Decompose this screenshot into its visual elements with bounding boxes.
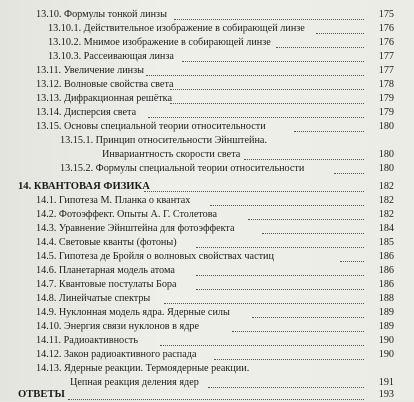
toc-entry-page: 176: [378, 23, 394, 34]
dot-leader: [334, 159, 364, 174]
toc-entry-title: 14.8. Линейчатые спектры: [36, 293, 151, 304]
toc-entry-page: 180: [378, 149, 394, 160]
dot-leader: [182, 47, 364, 62]
dot-leader: [248, 205, 364, 220]
toc-entry-title: 14.12. Закон радиоактивного распада: [36, 349, 197, 360]
toc-entry-page: 179: [378, 107, 394, 118]
dot-leader: [276, 33, 364, 48]
toc-entry-page: 177: [378, 65, 394, 76]
dot-leader: [170, 89, 364, 104]
answers-heading: [0, 388, 414, 402]
toc-entry-title: 13.10.3. Рассеивающая линза: [48, 51, 174, 62]
toc-entry-page: 190: [378, 349, 394, 360]
dot-leader: [148, 103, 364, 118]
toc-entry-title: 13.13. Дифракционная решётка: [36, 93, 172, 104]
toc-entry-title: 14.9. Нуклонная модель ядра. Ядерные силы: [36, 307, 230, 318]
toc-entry-title: 14.4. Световые кванты (фотоны): [36, 237, 177, 248]
dot-leader: [196, 261, 364, 276]
toc-entry-page: 175: [378, 9, 394, 20]
dot-leader: [174, 5, 364, 20]
toc-entry-title: 14. КВАНТОВАЯ ФИЗИКА: [18, 181, 150, 192]
toc-entry-title: 14.13. Ядерные реакции. Термоядерные реакции.: [36, 363, 250, 374]
dot-leader: [294, 117, 364, 132]
toc-entry: [0, 162, 414, 176]
toc-entry-page: 182: [378, 209, 394, 220]
dot-leader: [196, 233, 364, 248]
toc-entry-page: 188: [378, 293, 394, 304]
toc-entry-page: 184: [378, 223, 394, 234]
toc-entry-page: 189: [378, 321, 394, 332]
dot-leader: [340, 247, 364, 262]
toc-entry-page: 182: [378, 181, 394, 192]
toc-entry-title: 13.15. Основы специальной теории относительности: [36, 121, 266, 132]
dot-leader: [244, 145, 364, 160]
toc-entry-title: 14.1. Гипотеза М. Планка о квантах: [36, 195, 191, 206]
toc-entry-title: Цепная реакция деления ядер: [70, 377, 199, 388]
toc-entry-title: 13.14. Дисперсия света: [36, 107, 137, 118]
toc-entry-page: 179: [378, 93, 394, 104]
toc-entry-page: 176: [378, 37, 394, 48]
toc-entry-title: 13.10.1. Действительное изображение в собирающей линзе: [48, 23, 305, 34]
toc-entry-title: 14.2. Фотоэффект. Опыты А. Г. Столетова: [36, 209, 217, 220]
toc-entry-title: 13.12. Волновые свойства света: [36, 79, 174, 90]
toc-entry: [0, 120, 414, 134]
toc-entry-title: 14.5. Гипотеза де Бройля о волновых свойствах частиц: [36, 251, 274, 262]
toc-entry-title: Инвариантность скорости света: [102, 149, 241, 160]
toc-entry-title: 14.11. Радиоактивность: [36, 335, 139, 346]
toc-entry-title: 14.3. Уравнение Эйнштейна для фотоэффекта: [36, 223, 235, 234]
toc-entry-page: 186: [378, 279, 394, 290]
dot-leader: [316, 19, 364, 34]
toc-entry-title: 13.10.2. Мнимое изображение в собирающей линзе: [48, 37, 271, 48]
dot-leader: [210, 191, 364, 206]
dot-leader: [196, 275, 364, 290]
toc-entry-page: 180: [378, 121, 394, 132]
toc-entry-title: 13.15.2. Формулы специальной теории относительности: [60, 163, 305, 174]
dot-leader: [160, 331, 364, 346]
dot-leader: [232, 317, 364, 332]
toc-entry-title: 14.7. Квантовые постулаты Бора: [36, 279, 177, 290]
toc-entry-page: 182: [378, 195, 394, 206]
dot-leader: [144, 177, 364, 192]
toc-entry-page: 193: [378, 389, 394, 400]
dot-leader: [68, 385, 364, 400]
toc-entry-page: 191: [378, 377, 394, 388]
dot-leader: [164, 289, 364, 304]
toc-entry-title: 13.11. Увеличение линзы: [36, 65, 144, 76]
toc-entry-page: 190: [378, 335, 394, 346]
toc-entry-title: 13.10. Формулы тонкой линзы: [36, 9, 167, 20]
toc-entry-title: ОТВЕТЫ: [18, 389, 65, 400]
toc-entry: [0, 348, 414, 362]
toc-entry-title: 14.6. Планетарная модель атома: [36, 265, 175, 276]
dot-leader: [252, 303, 364, 318]
toc-entry-page: 186: [378, 251, 394, 262]
dot-leader: [170, 75, 364, 90]
dot-leader: [262, 219, 364, 234]
dot-leader: [146, 61, 364, 76]
toc-entry-page: 177: [378, 51, 394, 62]
toc-entry-page: 189: [378, 307, 394, 318]
toc-entry-page: 185: [378, 237, 394, 248]
toc-entry-title: 14.10. Энергия связи нуклонов в ядре: [36, 321, 199, 332]
toc-entry-title: 13.15.1. Принцип относительности Эйнштейна.: [60, 135, 267, 146]
toc-entry-page: 180: [378, 163, 394, 174]
toc-entry-page: 178: [378, 79, 394, 90]
toc-entry-page: 186: [378, 265, 394, 276]
dot-leader: [214, 345, 364, 360]
